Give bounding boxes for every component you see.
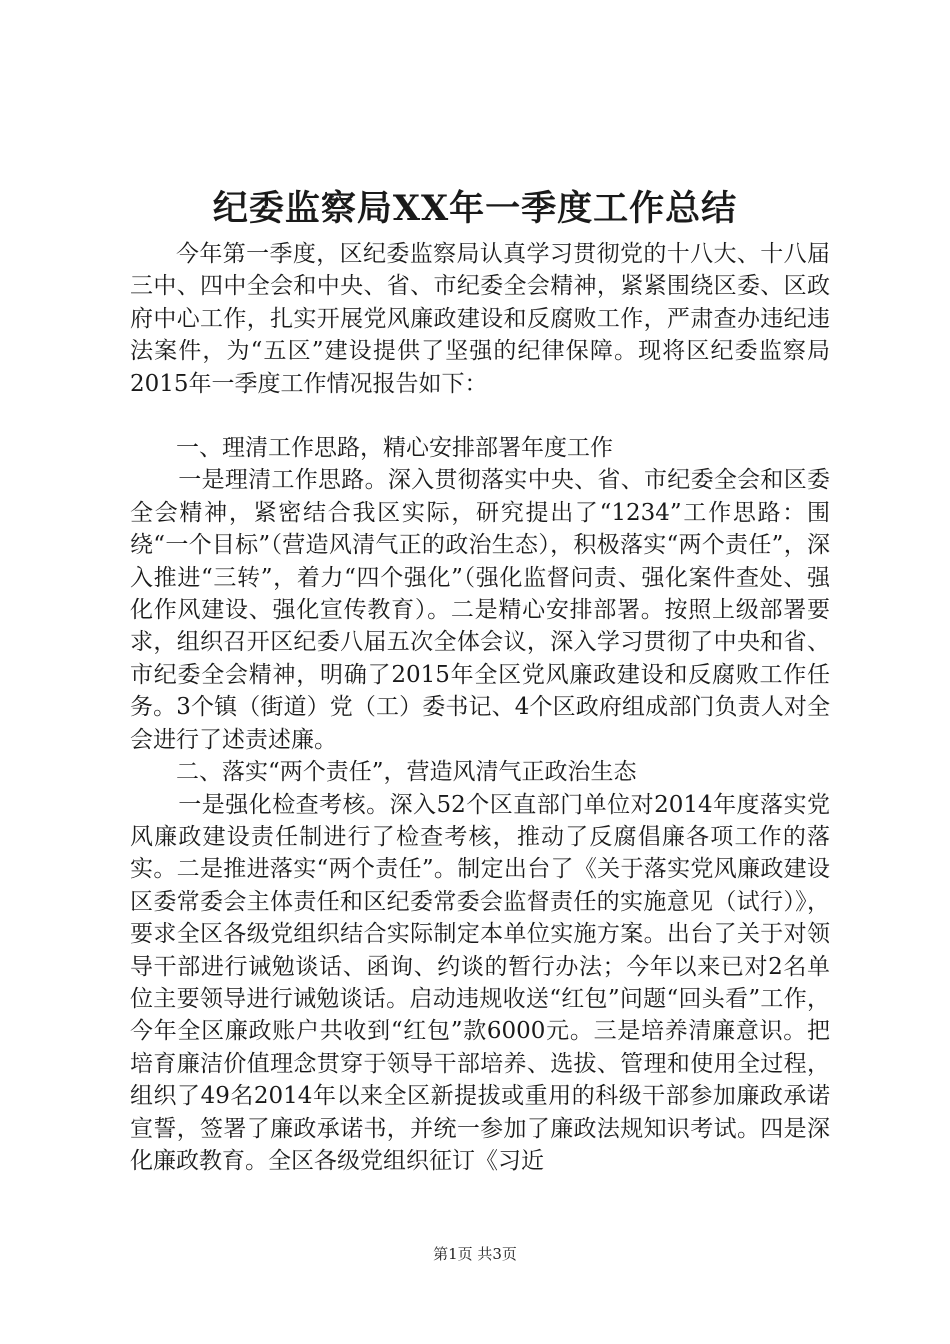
- page-footer: 第1页 共3页: [433, 1245, 517, 1263]
- section-1-paragraph: 一是理清工作思路。深入贯彻落实中央、省、市纪委全会和区委全会精神，紧密结合我区实际，研究提出了“1234”工作思路：围绕“一个目标”（营造风清气正的政治生态），积极落实“两个责任”，深入推进“三转”，着力“四个强化”（强化监督问责、强化案件查处、强化作风建设、强化宣传教育）。二是精心安排部署。按照上级部署要求，组织召开区纪委八届五次全体会议，深入学习贯彻了中央和省、市纪委全会精神，明确了2015年全区党风廉政建设和反腐败工作任务。3个镇（街道）党（工）委书记、4个区政府组成部门负责人对全会进行了述责述廉。: [130, 467, 830, 753]
- document-body: [130, 238, 830, 1177]
- intro-paragraph: 今年第一季度，区纪委监察局认真学习贯彻党的十八大、十八届三中、四中全会和中央、省、市纪委全会精神，紧紧围绕区委、区政府中心工作，扎实开展党风廉政建设和反腐败工作，严肃查办违纪违法案件，为“五区”建设提供了坚强的纪律保障。现将区纪委监察局2015年一季度工作情况报告如下：: [130, 241, 830, 397]
- section-2-heading: 二、落实“两个责任”，营造风清气正政治生态: [176, 759, 637, 786]
- section-2-paragraph: 一是强化检查考核。深入52个区直部门单位对2014年度落实党风廉政建设责任制进行了检查考核，推动了反腐倡廉各项工作的落实。二是推进落实“两个责任”。制定出台了《关于落实党风廉政建设区委常委会主体责任和区纪委常委会监督责任的实施意见（试行）》，要求全区各级党组织结合实际制定本单位实施方案。出台了关于对领导干部进行诫勉谈话、函询、约谈的暂行办法；今年以来已对2名单位主要领导进行诫勉谈话。启动违规收送“红包”问题“回头看”工作，今年全区廉政账户共收到“红包”款6000元。三是培养清廉意识。把培育廉洁价值理念贯穿于领导干部培养、选拔、管理和使用全过程，组织了49名2014年以来全区新提拔或重用的科级干部参加廉政承诺宣誓，签署了廉政承诺书，并统一参加了廉政法规知识考试。四是深化廉政教育。全区各级党组织征订《习近: [130, 791, 830, 1174]
- document-title: 纪委监察局XX年一季度工作总结: [212, 188, 738, 229]
- paragraph-gap: [130, 400, 830, 432]
- section-1-heading: 一、理清工作思路，精心安排部署年度工作: [176, 435, 613, 462]
